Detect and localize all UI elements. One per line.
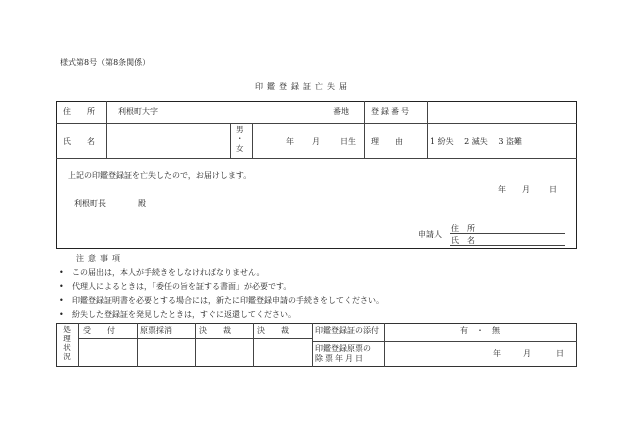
removal-month-label: 月 (523, 349, 531, 358)
statement-text: 上記の印鑑登録証を亡失したので，お届けします。 (68, 171, 252, 180)
col-approval-1: 決 裁 (199, 326, 231, 335)
registration-number-label: 登録番号 (371, 107, 411, 116)
col-removal-date-line1: 印鑑登録原票の (315, 344, 371, 353)
note-item: 代理人によるときは，「委任の旨を証する書面」が必要です。 (72, 282, 292, 291)
form-number: 様式第8号（第8条関係） (60, 58, 151, 67)
note-item: この届出は，本人が手続きをしなければなりません。 (72, 268, 265, 277)
notes-heading: 注意事項 (76, 254, 124, 263)
processing-status-label: 処理状況 (63, 325, 71, 361)
date-day-label: 日 (549, 185, 557, 194)
honorific-label: 殿 (138, 199, 146, 208)
col-receipt: 受 付 (83, 326, 115, 335)
sex-dot: ・ (236, 134, 244, 143)
bullet-icon: • (59, 310, 64, 319)
date-month-label: 月 (522, 185, 530, 194)
bullet-icon: • (59, 282, 64, 291)
col-removal-date-line2: 除票年月日 (315, 354, 365, 363)
reason-options[interactable]: 1 紛失 2 滅失 3 盗難 (430, 137, 522, 146)
banchi-label: 番地 (333, 107, 349, 116)
address-field[interactable]: 利根町大字 (118, 107, 158, 116)
applicant-address-label: 住 所 (451, 224, 475, 233)
birth-year-label: 年 (286, 137, 294, 146)
address-label: 住 所 (63, 107, 99, 116)
card-attached-value[interactable]: 有 ・ 無 (460, 326, 500, 335)
applicant-label: 申請人 (418, 230, 442, 239)
applicant-name-label: 氏 名 (451, 236, 475, 245)
date-year-label: 年 (498, 185, 506, 194)
note-item: 紛失した登録証を発見したときは，すぐに返還してください。 (72, 310, 296, 319)
mayor-label: 利根町長 (74, 199, 106, 208)
bullet-icon: • (59, 268, 64, 277)
form-title: 印鑑登録証亡失届 (255, 82, 351, 91)
birth-day-label: 日生 (340, 137, 356, 146)
name-field[interactable] (110, 127, 227, 155)
sex-female[interactable]: 女 (236, 144, 244, 153)
birth-month-label: 月 (312, 137, 320, 146)
note-item: 印鑑登録証明書を必要とする場合には，新たに印鑑登録申請の手続きをしてください。 (72, 296, 384, 305)
name-label: 氏 名 (63, 137, 99, 146)
bullet-icon: • (59, 296, 64, 305)
registration-number-field[interactable] (430, 104, 574, 120)
applicant-name-line[interactable] (450, 245, 565, 246)
removal-day-label: 日 (556, 349, 564, 358)
applicant-address-line[interactable] (450, 233, 565, 234)
col-approval-2: 決 裁 (257, 326, 289, 335)
col-card-attached: 印鑑登録証の添付 (315, 326, 379, 335)
sex-male[interactable]: 男 (236, 125, 244, 134)
reason-label: 理 由 (371, 137, 407, 146)
col-original-removal: 原票採消 (140, 326, 172, 335)
removal-year-label: 年 (493, 349, 501, 358)
